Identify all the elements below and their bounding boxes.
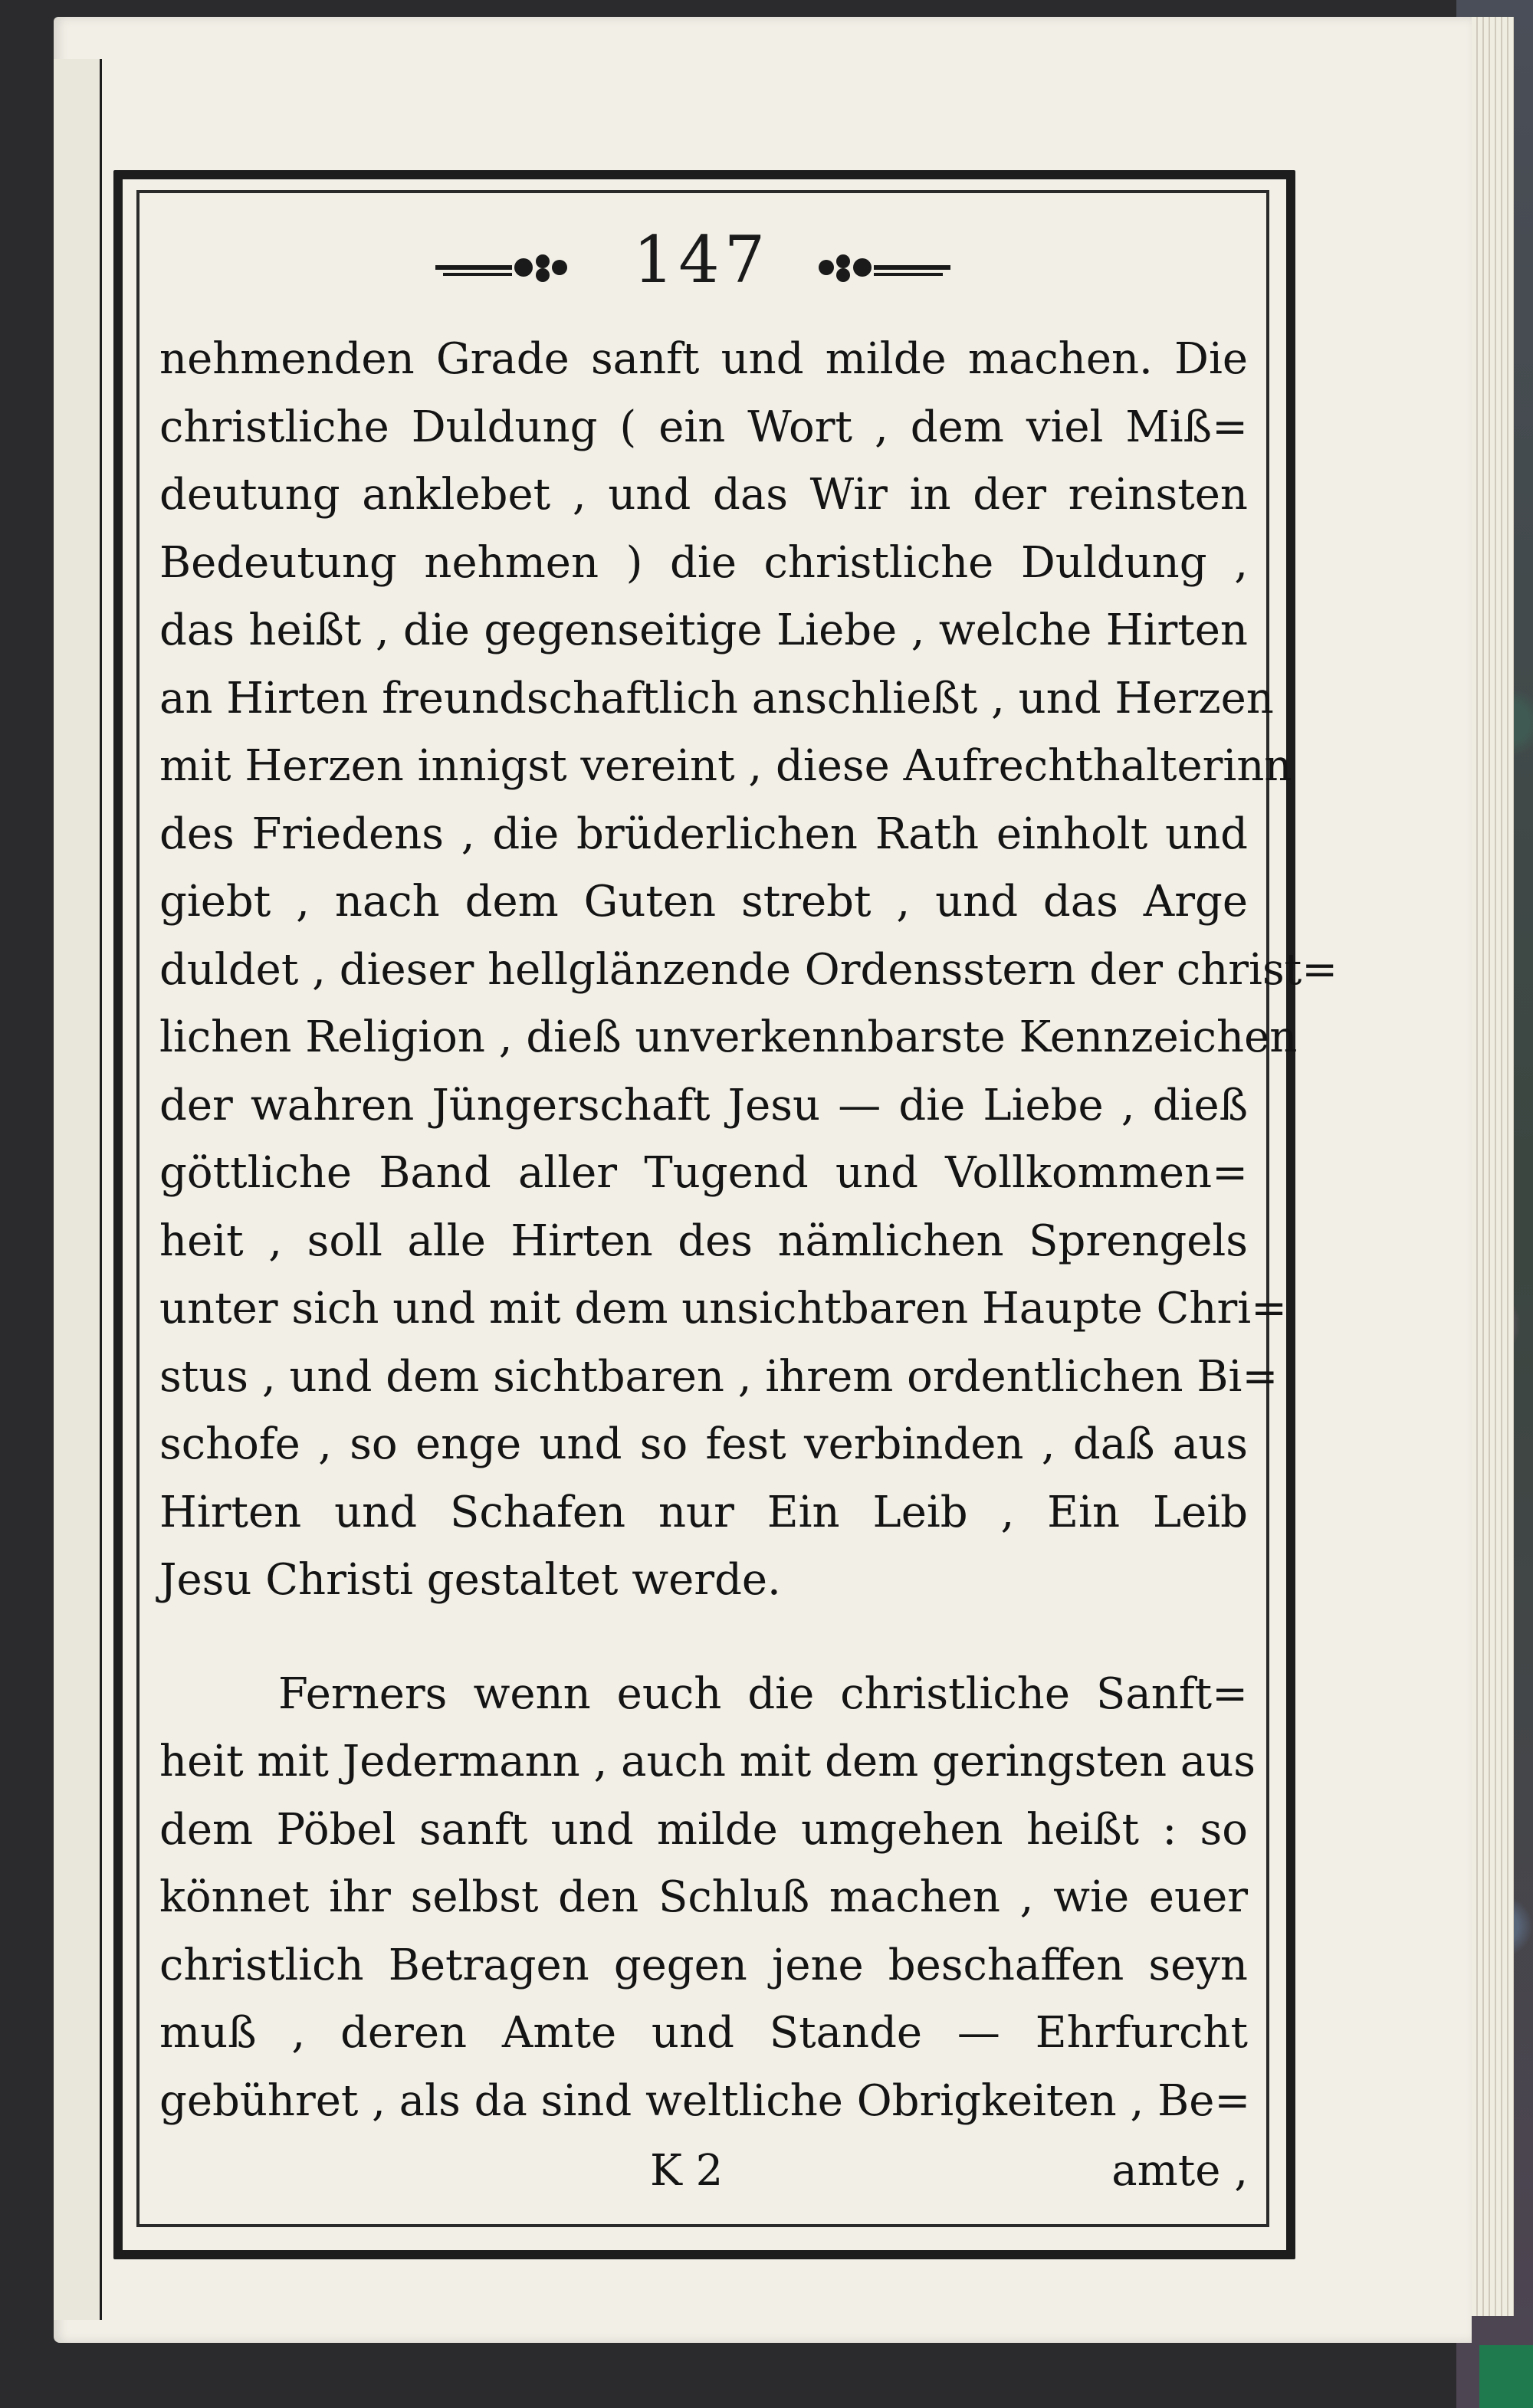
text-line: lichen Religion , dieß unverkennbarste Kennzeichen	[159, 1012, 1298, 1062]
page-footer	[159, 2146, 1248, 2215]
text-line: giebt , nach dem Guten strebt , und das Arge	[159, 877, 1248, 927]
text-line: muß , deren Amte und Stande — Ehrfurcht	[159, 2008, 1248, 2058]
catchword: amte ,	[1111, 2146, 1248, 2196]
text-line: Ferners wenn euch die christliche Sanft=	[278, 1668, 1248, 1719]
previous-page-edge	[54, 59, 102, 2320]
text-line: deutung anklebet , und das Wir in der reinsten	[159, 470, 1248, 520]
text-line: der wahren Jüngerschaft Jesu — die Liebe , dieß	[159, 1080, 1248, 1130]
text-line: das heißt , die gegenseitige Liebe , welche Hirten	[159, 605, 1248, 655]
text-line: christliche Duldung ( ein Wort , dem viel Miß=	[159, 402, 1248, 452]
text-line: nehmenden Grade sanft und milde machen. Die	[159, 334, 1248, 384]
floral-ornament-icon	[435, 250, 573, 285]
text-line: Bedeutung nehmen ) die christliche Duldung ,	[159, 537, 1248, 588]
text-line: könnet ihr selbst den Schluß machen , wie euer	[159, 1872, 1248, 1922]
floral-ornament-icon	[812, 250, 950, 285]
text-line: heit , soll alle Hirten des nämlichen Sprengels	[159, 1215, 1248, 1266]
text-line: an Hirten freundschaftlich anschließt , und Herzen	[159, 673, 1274, 723]
text-line: mit Herzen innigst vereint , diese Aufrechthalterinn	[159, 741, 1292, 791]
text-line: des Friedens , die brüderlichen Rath einholt und	[159, 809, 1248, 859]
text-line: Hirten und Schafen nur Ein Leib , Ein Leib	[159, 1487, 1248, 1537]
text-line: Jesu Christi gestaltet werde.	[159, 1555, 781, 1605]
page-stack-edge	[1472, 17, 1514, 2316]
page-header	[138, 222, 1265, 307]
paragraph-gap	[159, 1615, 1248, 1661]
signature-mark: K 2	[650, 2146, 724, 2196]
text-line: unter sich und mit dem unsichtbaren Haupte Chri=	[159, 1284, 1288, 1334]
paragraph	[159, 1661, 1256, 2136]
page-number: 147	[632, 222, 770, 297]
text-line: duldet , dieser hellglänzende Ordensstern der christ=	[159, 944, 1338, 995]
text-line: dem Pöbel sanft und milde umgehen heißt : so	[159, 1804, 1248, 1855]
text-line: schofe , so enge und so fest verbinden , daß aus	[159, 1419, 1248, 1469]
text-line: christlich Betragen gegen jene beschaffen seyn	[159, 1940, 1248, 1990]
text-line: göttliche Band aller Tugend und Vollkommen=	[159, 1148, 1248, 1198]
text-line: stus , und dem sichtbaren , ihrem ordentlichen Bi=	[159, 1351, 1279, 1402]
body-text	[159, 326, 1338, 2135]
text-line: heit mit Jedermann , auch mit dem geringsten aus	[159, 1737, 1256, 1786]
text-line: gebühret , als da sind weltliche Obrigkeiten , Be=	[159, 2075, 1251, 2126]
paragraph	[159, 326, 1338, 1615]
cover-edge	[1479, 2345, 1533, 2408]
